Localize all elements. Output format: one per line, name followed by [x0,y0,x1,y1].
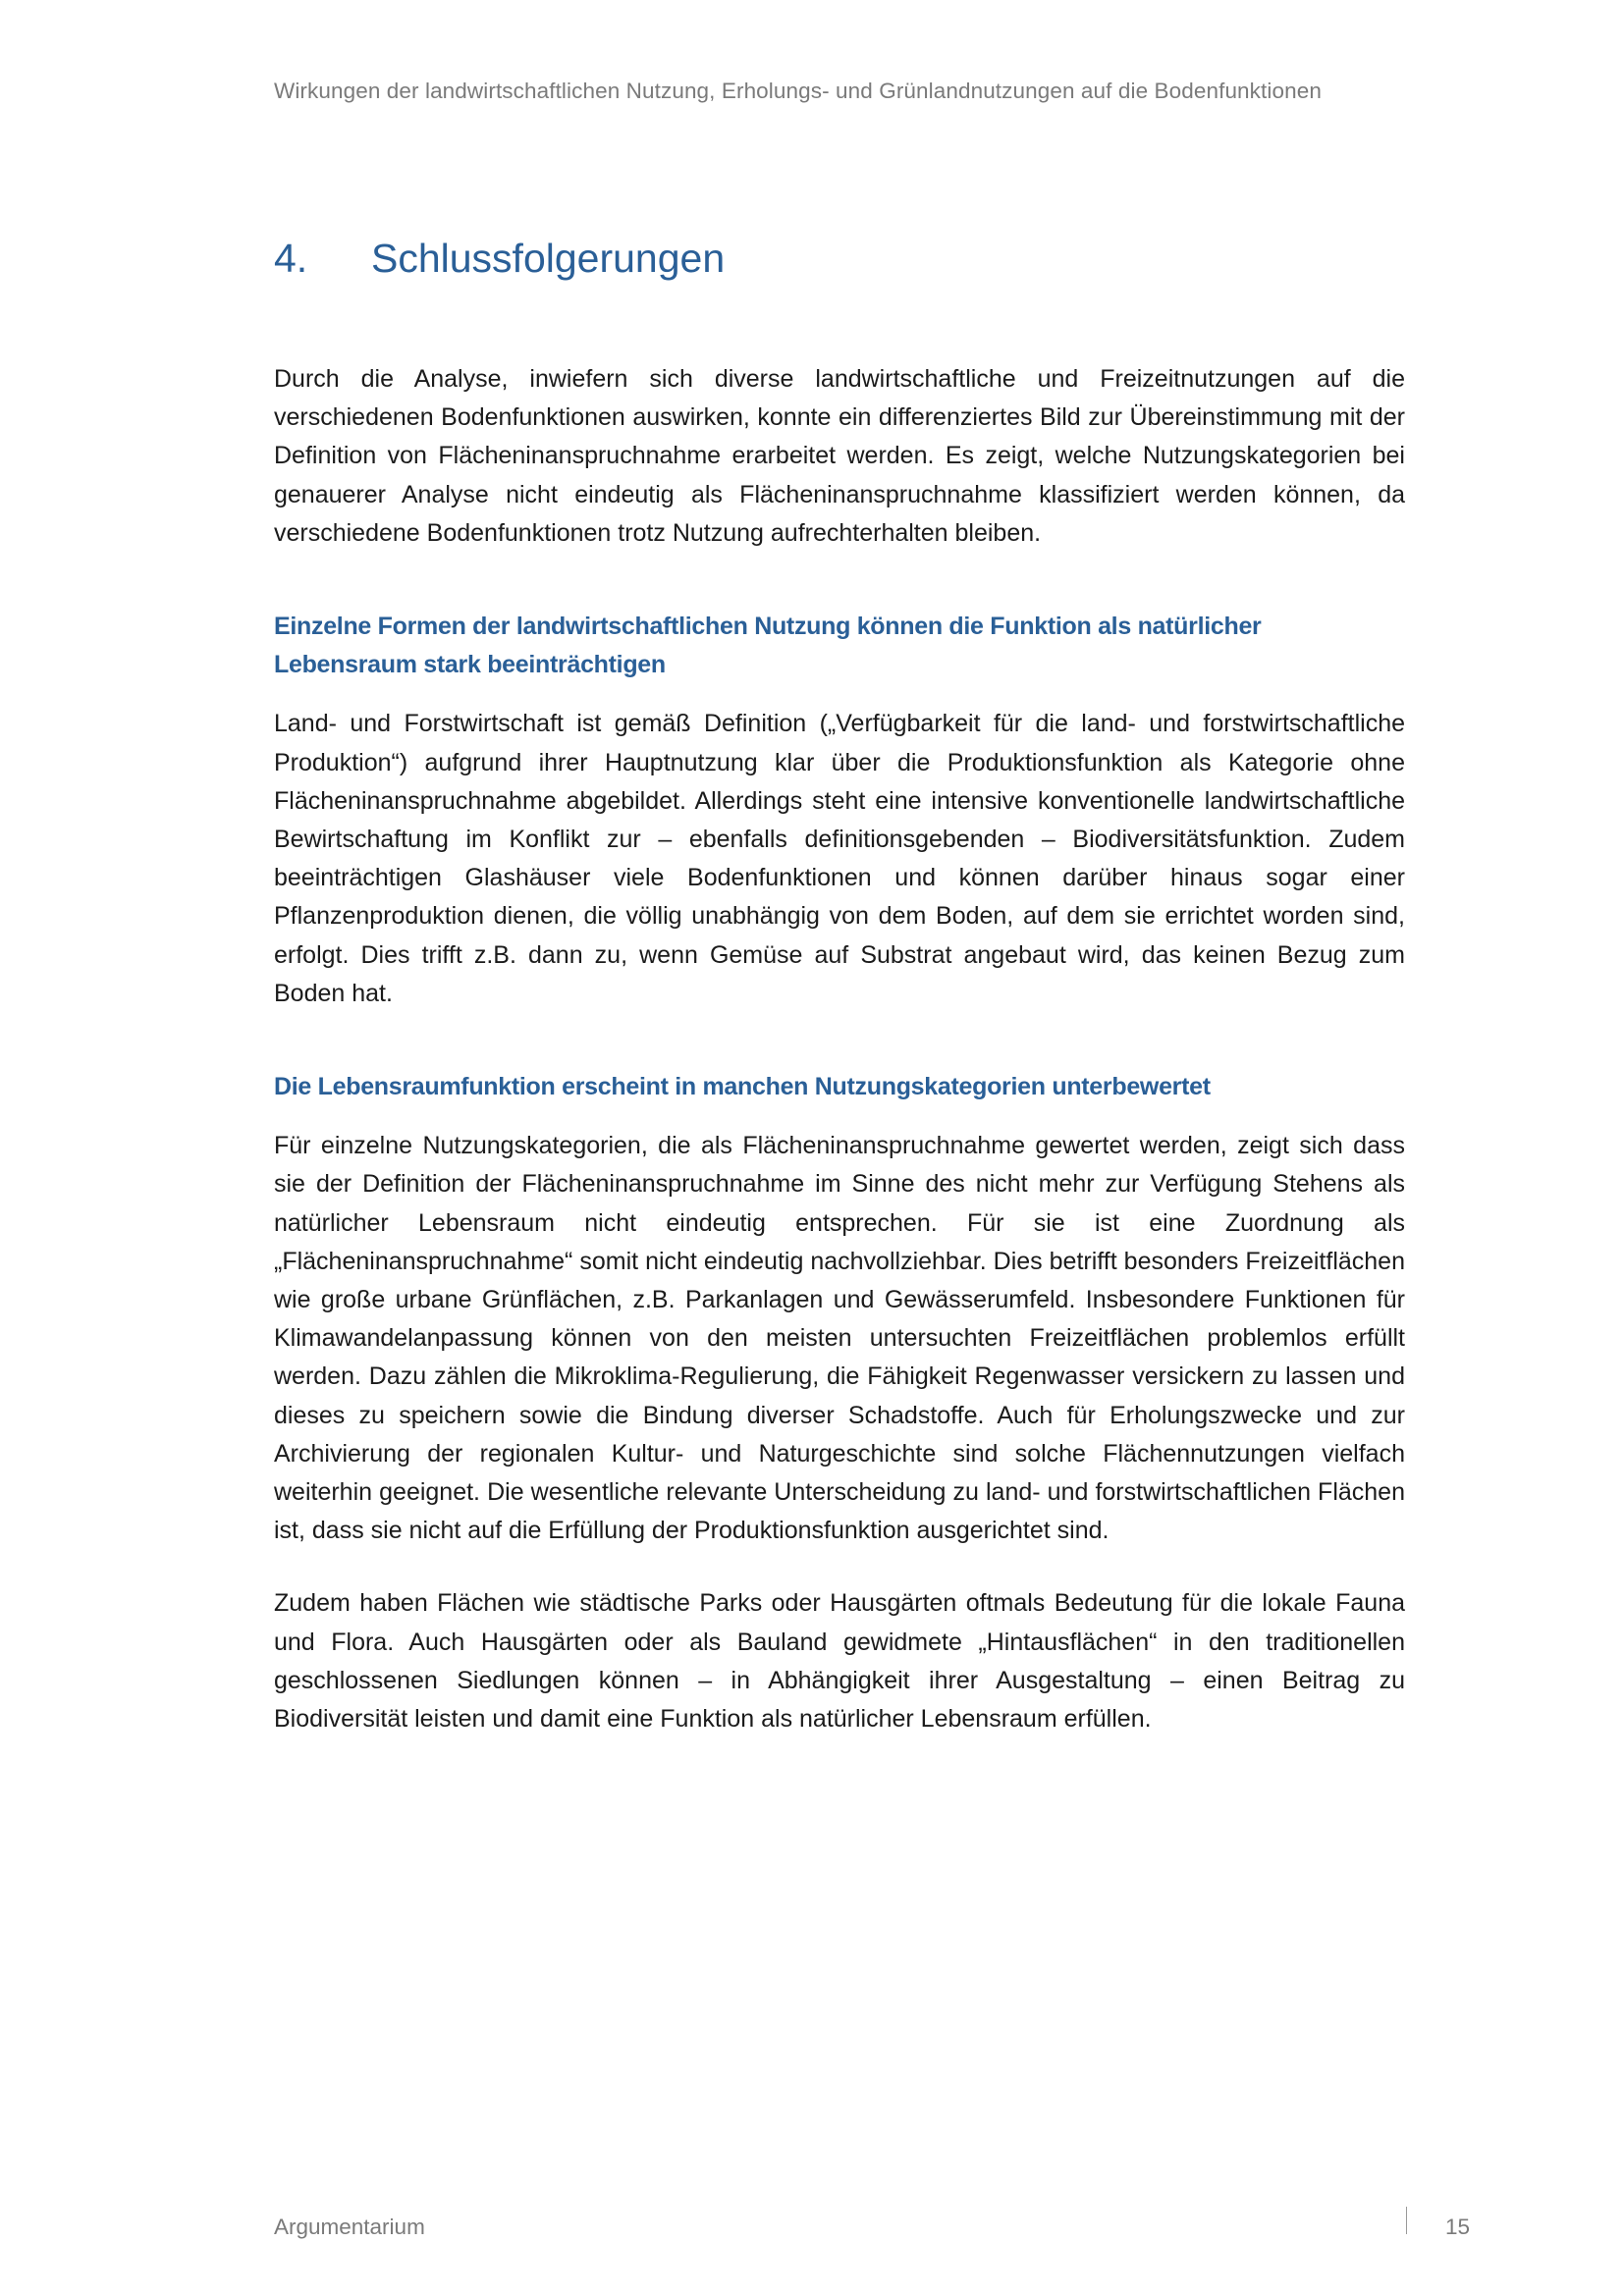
chapter-title [274,236,725,282]
chapter-body [274,360,1405,1738]
footer-divider [1406,2207,1407,2234]
chapter-title-text: Schlussfolgerungen [371,236,726,281]
paragraph-agriculture: Land- und Forstwirtschaft ist gemäß Definition („Verfügbarkeit für die land- und forstwirtschaftliche Produktion“) aufgrund ihrer Hauptnutzung klar über die Produktionsfunktion als Kategorie ohne Flächeninanspruchnahme abgebildet. Allerdings steht eine intensive konventionelle landwirtschaftliche Bewirtschaftung im Konflikt zur – ebenfalls definitionsgebenden – Biodiversitätsfunktion. Zudem beeinträchtigen Glashäuser viele Bodenfunktionen und können darüber hinaus sogar einer Pflanzenproduktion dienen, die völlig unabhängig von dem Boden, auf dem sie errichtet worden sind, erfolgt. Dies trifft z.B. dann zu, wenn Gemüse auf Substrat angebaut wird, das keinen Bezug zum Boden hat. [274,710,1405,1007]
paragraph-habitat-2: Zudem haben Flächen wie städtische Parks oder Hausgärten oftmals Bedeutung für die lokale Fauna und Flora. Auch Hausgärten oder als Bauland gewidmete „Hintausflächen“ in den traditionellen geschlossenen Siedlungen können – in Abhängigkeit ihrer Ausgestaltung – einen Beitrag zu Biodiversität leisten und damit eine Funktion als natürlicher Lebensraum erfüllen. [274,1589,1405,1734]
paragraph-habitat-1: Für einzelne Nutzungskategorien, die als Flächeninanspruchnahme gewertet werden, zeigt sich dass sie der Definition der Flächeninanspruchnahme im Sinne des nicht mehr zur Verfügung Stehens als natürlicher Lebensraum nicht eindeutig entsprechen. Für sie ist eine Zuordnung als „Flächeninanspruchnahme“ somit nicht eindeutig nachvollziehbar. Dies betrifft besonders Freizeitflächen wie große urbane Grünflächen, z.B. Parkanlagen und Gewässerumfeld. Insbesondere Funktionen für Klimawandelanpassung können von den meisten untersuchten Freizeitflächen problemlos erfüllt werden. Dazu zählen die Mikroklima-Regulierung, die Fähigkeit Regenwasser versickern zu lassen und dieses zu speichern sowie die Bindung diverser Schadstoffe. Auch für Erholungszwecke und zur Archivierung der regionalen Kultur- und Naturgeschichte sind solche Flächennutzungen vielfach weiterhin geeignet. Die wesentliche relevante Unterscheidung zu land- und forstwirtschaftlichen Flächen ist, dass sie nicht auf die Erfüllung der Produktionsfunktion ausgerichtet sind. [274,1132,1405,1545]
section-heading-habitat: Die Lebensraumfunktion erscheint in manchen Nutzungskategorien unterbewertet [274,1073,1211,1101]
intro-paragraph: Durch die Analyse, inwiefern sich diverse landwirtschaftliche und Freizeitnutzungen auf die verschiedenen Bodenfunktionen auswirken, konnte ein differenziertes Bild zur Übereinstimmung mit der Definition von Flächeninanspruchnahme erarbeitet werden. Es zeigt, welche Nutzungskategorien bei genauerer Analyse nicht eindeutig als Flächeninanspruchnahme klassifiziert werden können, da verschiedene Bodenfunktionen trotz Nutzung aufrechterhalten bleiben. [274,365,1405,547]
section-heading-agriculture: Einzelne Formen der landwirtschaftlichen Nutzung können die Funktion als natürlicher Lebensraum stark beeinträchtigen [274,613,1262,679]
running-header: Wirkungen der landwirtschaftlichen Nutzung, Erholungs- und Grünlandnutzungen auf die Bodenfunktionen [274,79,1322,103]
page-number: 15 [1445,2215,1471,2239]
footer-label: Argumentarium [274,2215,425,2239]
chapter-number: 4. [274,236,308,281]
